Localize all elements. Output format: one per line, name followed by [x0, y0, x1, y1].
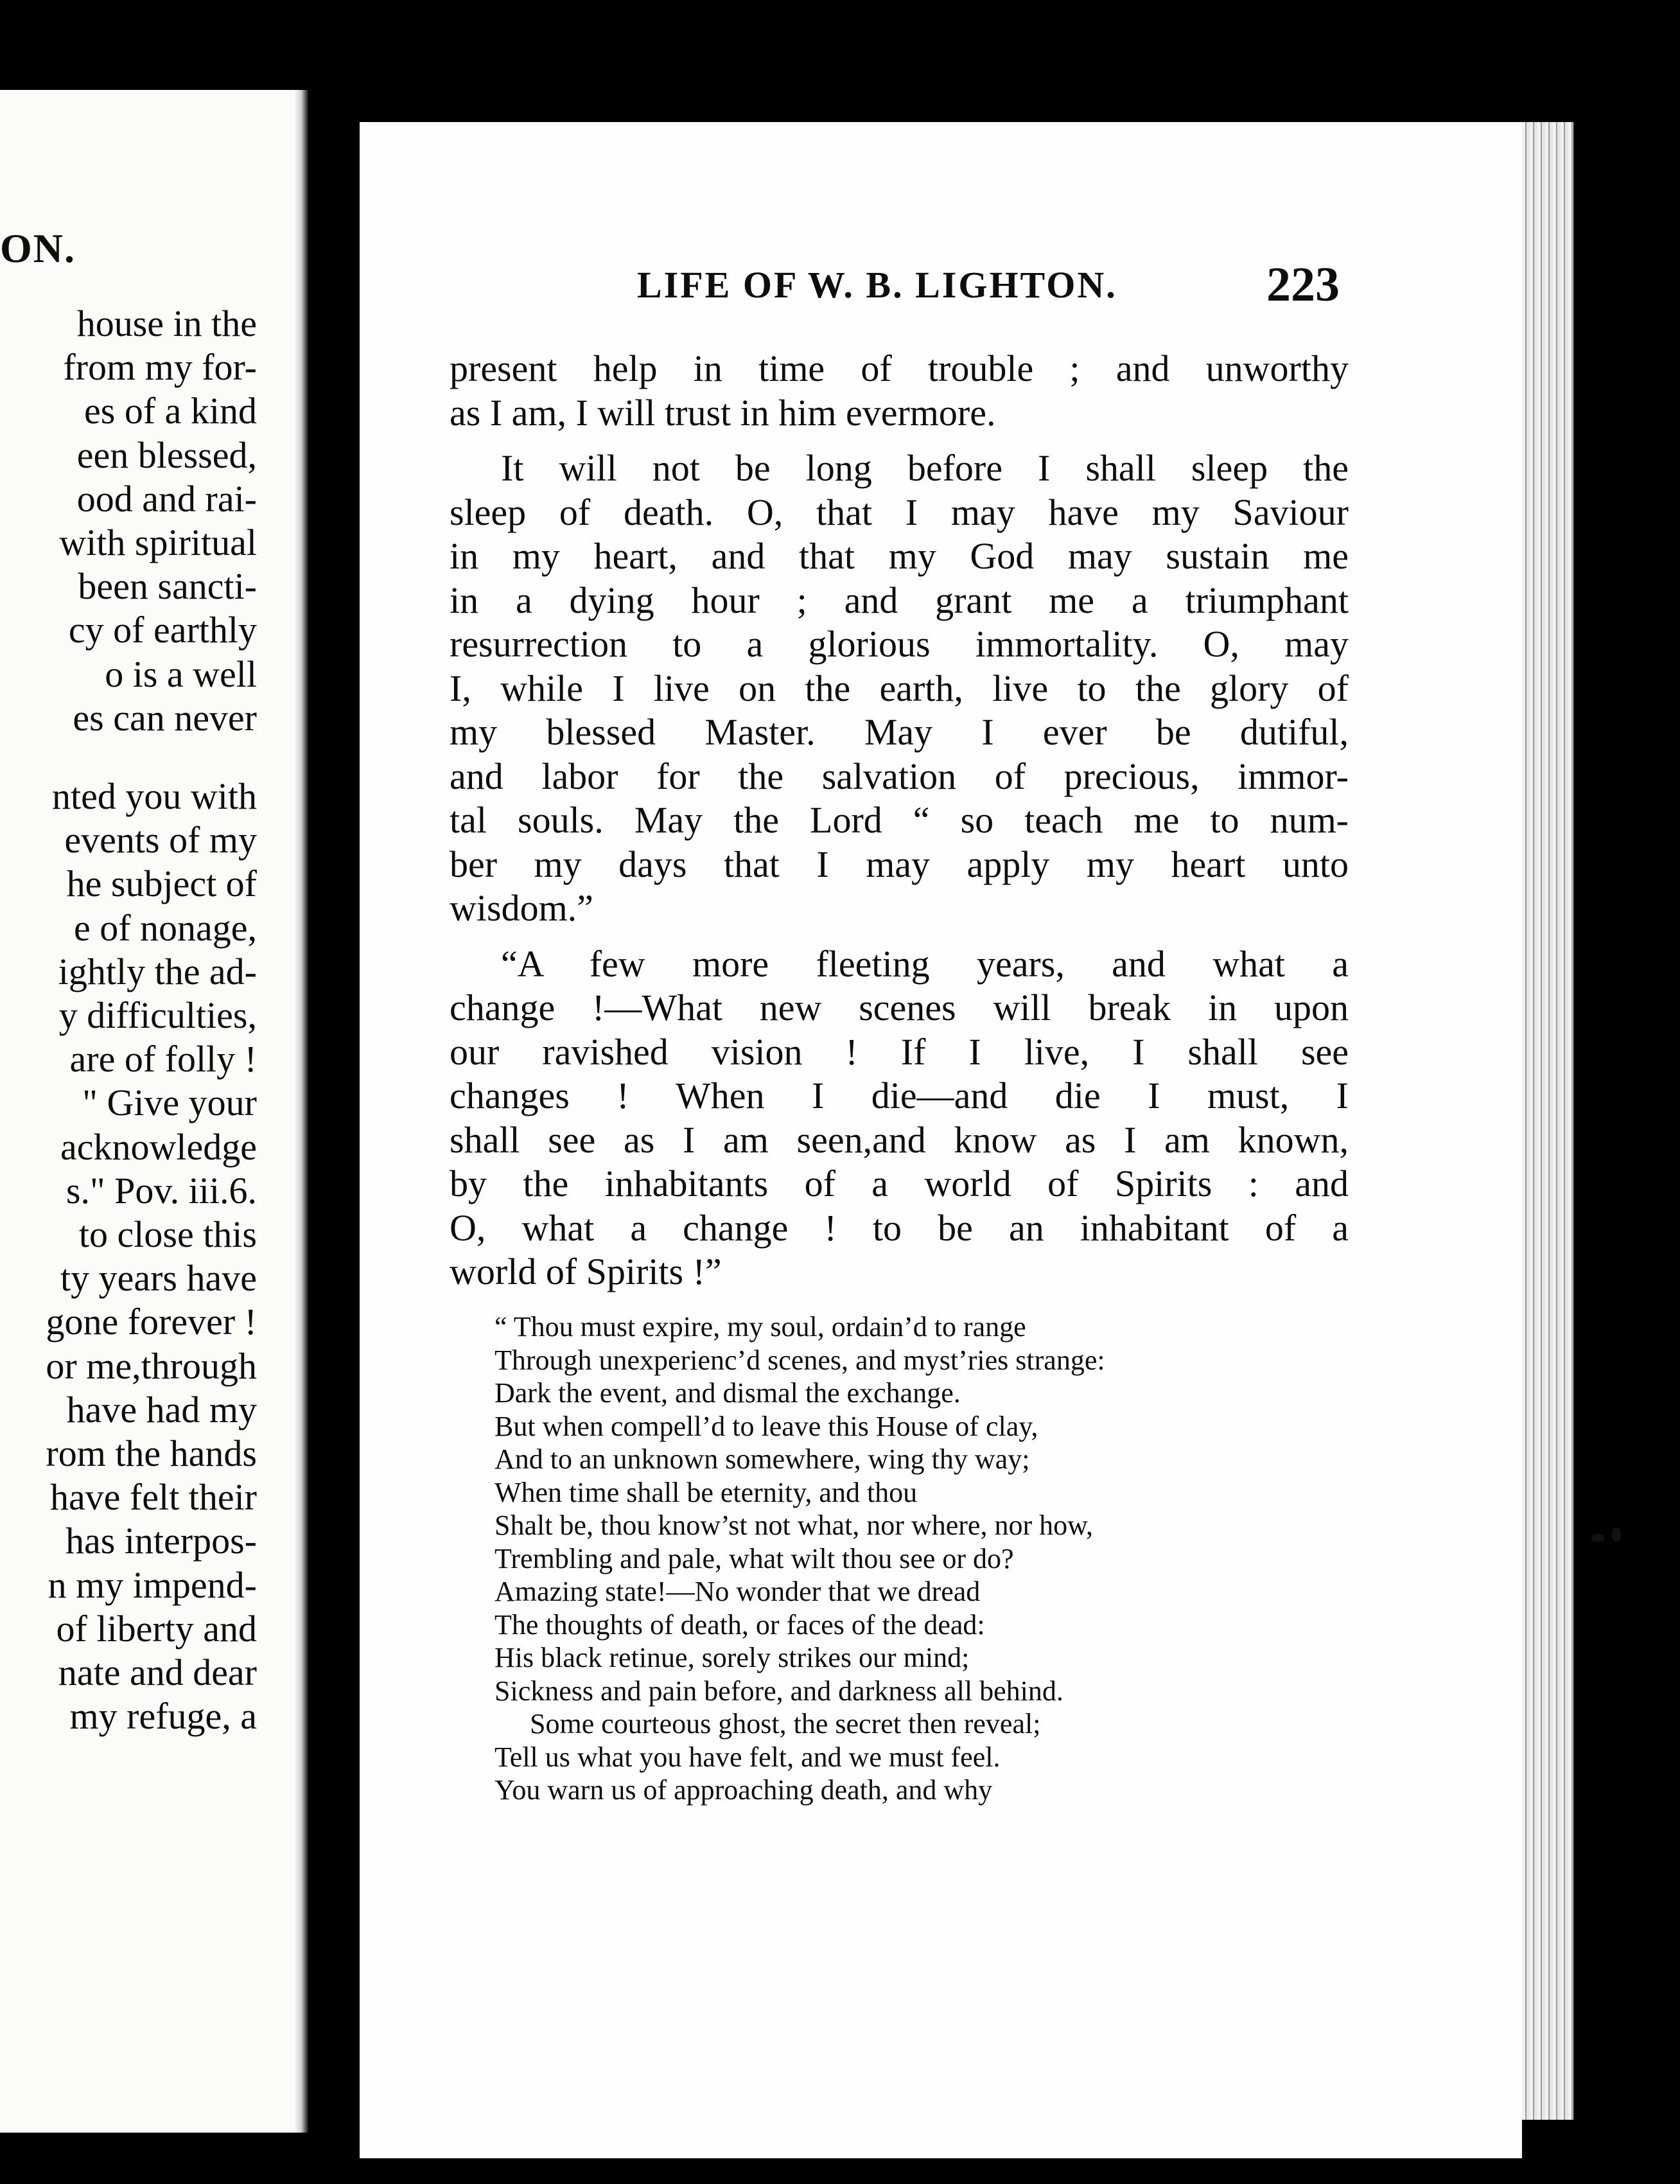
text-line: shall see as I am seen,and know as I am known, [450, 1118, 1349, 1161]
left-page-line: " Give your [82, 1082, 257, 1124]
paragraph-gap [450, 931, 1349, 942]
paragraph [450, 942, 1349, 1294]
poem-line: Trembling and pale, what wilt thou see or do? [494, 1542, 1014, 1574]
text-line: I, while I live on the earth, live to the glory of [450, 667, 1349, 709]
left-page-line: nate and dear [58, 1651, 257, 1694]
left-page-line: are of folly ! [69, 1038, 257, 1080]
left-page-line: s." Pov. iii.6. [66, 1169, 257, 1211]
paragraph [450, 347, 1349, 435]
poem-line: “ Thou must expire, my soul, ordain’d to range [494, 1311, 1026, 1343]
text-line: It will not be long before I shall sleep the [501, 447, 1349, 489]
page-edges [1522, 122, 1573, 2120]
text-line: my blessed Master. May I ever be dutiful, [450, 711, 1349, 753]
left-page-line: een blessed, [76, 434, 257, 476]
poem-line: But when compell’d to leave this House of clay, [494, 1410, 1038, 1442]
left-page-line: e of nonage, [73, 906, 257, 949]
body-text [450, 347, 1349, 1294]
left-page-line: my refuge, a [69, 1695, 257, 1738]
left-page-line: ty years have [60, 1257, 257, 1299]
text-line: resurrection to a glorious immortality. O, may [450, 623, 1349, 665]
left-page-line: with spiritual [59, 522, 257, 564]
poem-line: Through unexperienc’d scenes, and myst’ries strange: [494, 1344, 1105, 1376]
left-page-line: rom the hands [46, 1432, 257, 1475]
poem-line: You warn us of approaching death, and why [494, 1774, 993, 1806]
paragraph-gap [0, 740, 257, 775]
left-page-line: or me,through [46, 1344, 257, 1387]
text-line: and labor for the salvation of precious, immor- [450, 755, 1349, 797]
poem [494, 1310, 1105, 1807]
left-page-text [0, 302, 257, 1739]
left-page-line: house in the [76, 303, 257, 344]
scan-speck [1612, 1528, 1621, 1542]
left-page-line: have had my [66, 1388, 257, 1431]
left-page-line: acknowledge [60, 1125, 257, 1168]
text-line: our ravished vision ! If I live, I shall see [450, 1030, 1349, 1073]
left-page-edge [294, 90, 308, 2133]
text-line: by the inhabitants of a world of Spirits : and [450, 1163, 1349, 1204]
text-line: O, what a change ! to be an inhabitant of a [450, 1206, 1349, 1249]
text-line: sleep of death. O, that I may have my Saviour [450, 491, 1349, 533]
left-page-line: o is a well [105, 653, 257, 695]
text-line: ber my days that I may apply my heart unto [450, 843, 1349, 885]
left-page-line: from my for- [63, 346, 257, 389]
poem-line: Dark the event, and dismal the exchange. [494, 1377, 961, 1409]
text-line: in a dying hour ; and grant me a triumphant [450, 579, 1349, 621]
left-page-line: have felt their [49, 1476, 257, 1519]
left-page-line: ightly the ad- [58, 950, 257, 992]
text-line: “A few more fleeting years, and what a [501, 942, 1349, 985]
left-page-line: gone forever ! [46, 1301, 257, 1343]
left-page-line: events of my [64, 819, 257, 861]
left-page-line: es can never [73, 696, 257, 739]
left-running-head: ON. [0, 225, 76, 271]
left-page-line: has interpos- [66, 1520, 257, 1562]
text-line: changes ! When I die—and die I must, I [450, 1075, 1349, 1116]
text-line: world of Spirits !” [450, 1251, 722, 1292]
text-line: in my heart, and that my God may sustain me [450, 535, 1349, 577]
left-page-line: to close this [78, 1213, 257, 1256]
left-page-line: n my impend- [48, 1563, 257, 1606]
text-line: wisdom.” [450, 887, 593, 929]
poem-line: When time shall be eternity, and thou [494, 1476, 918, 1508]
page-number: 223 [1266, 258, 1340, 312]
poem-line: Amazing state!—No wonder that we dread [494, 1576, 981, 1607]
left-page-line: he subject of [66, 863, 257, 905]
text-line: present help in time of trouble ; and unworthy [450, 348, 1349, 389]
paragraph-gap [450, 435, 1349, 446]
text-line: change !—What new scenes will break in upon [450, 987, 1349, 1028]
left-page-line: ood and rai- [76, 477, 257, 520]
running-head: LIFE OF W. B. LIGHTON. [637, 264, 1117, 306]
scan-speck [1591, 1534, 1604, 1542]
book-gutter [308, 0, 360, 2184]
left-page-line: nted you with [52, 775, 257, 818]
left-page-line: es of a kind [84, 390, 257, 432]
poem-line: Shalt be, thou know’st not what, nor where, nor how, [494, 1510, 1094, 1541]
left-page-line: of liberty and [56, 1607, 257, 1650]
text-line: as I am, I will trust in him evermore. [450, 391, 996, 434]
poem-line: His black retinue, sorely strikes our mind; [494, 1642, 970, 1673]
left-page-line: been sancti- [78, 565, 257, 608]
poem-line: The thoughts of death, or faces of the dead: [494, 1608, 985, 1641]
poem-line: Tell us what you have felt, and we must feel. [494, 1741, 1001, 1773]
text-line: tal souls. May the Lord “ so teach me to num- [450, 799, 1349, 841]
paragraph [450, 446, 1349, 931]
left-page-line: y difficulties, [58, 994, 257, 1037]
left-page-line: cy of earthly [68, 609, 257, 651]
poem-line: And to an unknown somewhere, wing thy way; [494, 1443, 1030, 1475]
poem-line: Some courteous ghost, the secret then reveal; [530, 1708, 1041, 1739]
poem-line: Sickness and pain before, and darkness all behind. [494, 1675, 1063, 1707]
